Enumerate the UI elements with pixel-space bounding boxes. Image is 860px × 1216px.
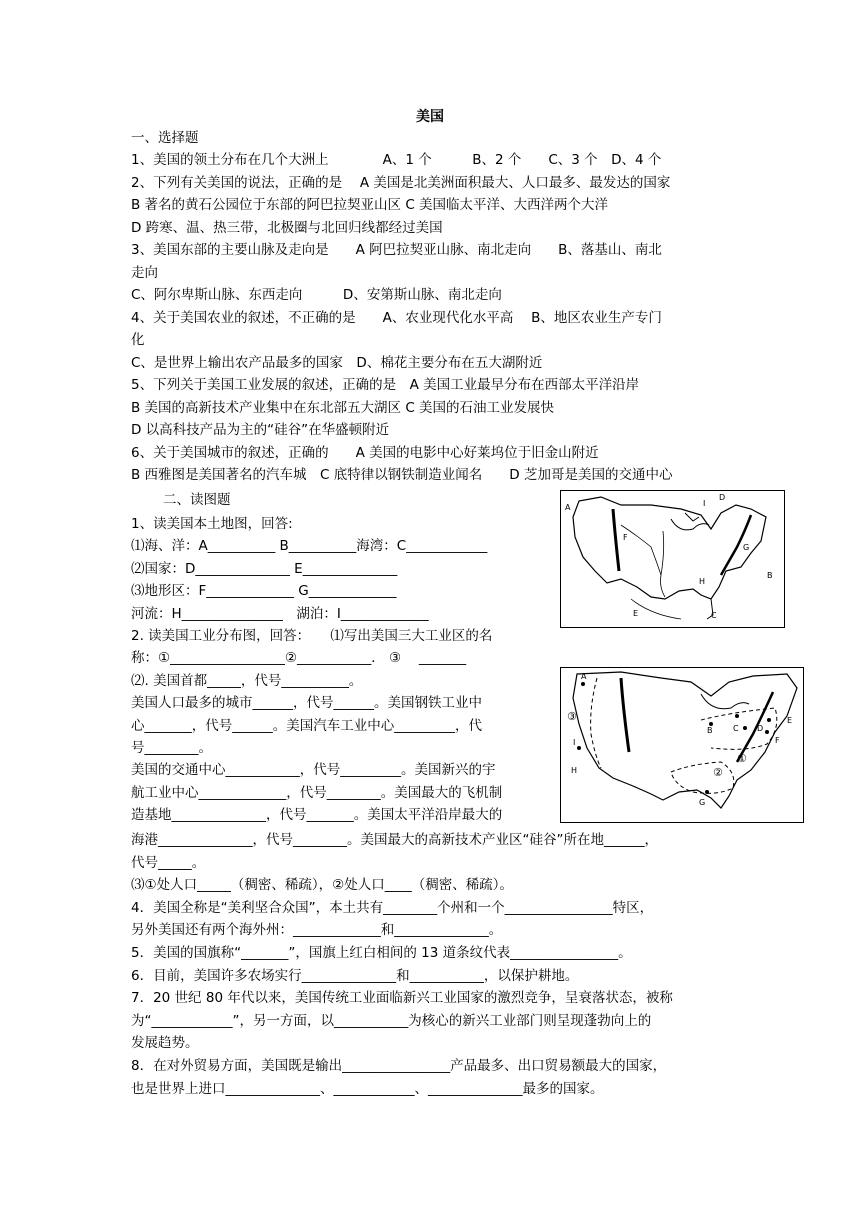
map-label-F: F [623, 533, 628, 542]
text-line: 6、关于美国城市的叙述，正确的 A 美国的电影中心好莱坞位于旧金山附近 [131, 444, 599, 461]
text-line: 走向 [131, 264, 158, 281]
map2-region-2: ② [713, 766, 723, 779]
text-line: 美国的交通中心___________，代号_________。美国新兴的宇 [131, 762, 496, 779]
text-line: 2. 读美国工业分布图，回答： ⑴写出美国三大工业区的名 [131, 628, 493, 644]
text-line: 美国人口最多的城市______，代号______。美国钢铁工业中 [131, 695, 482, 712]
text-line: 为“____________”，另一方面，以___________为核心的新兴工业部门则呈现蓬勃向上的 [131, 1012, 652, 1029]
text-line: 造基地______________，代号_______。美国太平洋沿岸最大的 [131, 807, 503, 824]
map2-label-E: E [787, 716, 793, 725]
text-line: 号________。 [131, 740, 212, 756]
map-label-I: I [703, 499, 706, 508]
text-line: D 跨寒、温、热三带，北极圈与北回归线都经过美国 [131, 219, 443, 236]
map-label-G: G [743, 543, 750, 552]
page-title: 美国 [416, 109, 444, 125]
text-line: 4、关于美国农业的叙述，不正确的是 A、农业现代化水平高 B、地区农业生产专门 [131, 309, 662, 326]
text-line: 3、美国东部的主要山脉及走向是 A 阿巴拉契亚山脉、南北走向 B、落基山、南北 [131, 242, 662, 258]
text-line: 4．美国全称是“美利坚合众国”，本土共有________个州和一个________________特区， [131, 899, 654, 916]
map2-label-A: A [581, 672, 587, 681]
map-label-D: D [719, 493, 726, 502]
map-label-E: E [633, 609, 639, 618]
text-line: 航工业中心_____________，代号________。美国最大的飞机制 [131, 784, 503, 801]
text-line: 7．20 世纪 80 年代以来，美国传统工业面临新兴工业国家的激烈竞争，呈衰落状态，被称 [131, 990, 673, 1007]
text-line: B 美国的高新技术产业集中在东北部五大湖区 C 美国的石油工业发展快 [131, 399, 555, 416]
text-line: D 以高科技产品为主的“硅谷”在华盛顿附近 [131, 422, 390, 438]
map2-region-3: ③ [567, 710, 577, 723]
map2-label-B: B [707, 726, 713, 735]
text-line: 也是世界上进口______________、____________、______________最多的国家。 [131, 1080, 604, 1097]
text-line: 5．美国的国旗称“_______”，国旗上红白相间的 13 道条纹代表________________。 [131, 945, 632, 961]
text-line: 化 [131, 332, 145, 348]
map2-label-H: H [571, 766, 578, 775]
map2-label-C: C [733, 724, 739, 733]
text-line: B 著名的黄石公园位于东部的阿巴拉契亚山区 C 美国临太平洋、大西洋两个大洋 [131, 197, 609, 213]
text-line: 海港______________，代号________。美国最大的高新技术产业区“硅谷”所在地______， [131, 832, 658, 848]
text-line: 心_______，代号______。美国汽车工业中心_________，代 [131, 717, 482, 734]
text-line: ⑵国家：D______________ E______________ [131, 560, 398, 577]
text-line: 2、下列有关美国的说法，正确的是 A 美国是北美洲面积最大、人口最多、最发达的国家 [131, 174, 671, 191]
section-heading-choice: 一、选择题 [131, 130, 199, 146]
map-label-H: H [699, 577, 706, 586]
usa-industry-map-drawing [561, 668, 803, 822]
text-line: ⑶①处人口_____（稠密、稀疏），②处人口____（稠密、稀疏）。 [131, 877, 513, 894]
text-line: 称：①_________________②___________． ③ _______ [131, 650, 467, 667]
usa-physical-map [560, 490, 785, 628]
map-label-A: A [565, 503, 571, 512]
map2-region-1: ① [737, 752, 747, 765]
text-line: 8．在对外贸易方面，美国既是输出________________产品最多、出口贸易额最大的国家， [131, 1058, 667, 1074]
text-line: ⑶地形区：F_____________ G_____________ [131, 583, 397, 600]
usa-industry-map [560, 667, 804, 823]
map2-label-I: I [573, 738, 576, 747]
map-label-B: B [767, 571, 773, 580]
map2-label-F: F [775, 736, 780, 745]
text-line: 代号_____。 [131, 854, 206, 871]
text-line: 发展趋势。 [131, 1035, 199, 1052]
text-line: 5、下列关于美国工业发展的叙述，正确的是 A 美国工业最早分布在西部太平洋沿岸 [131, 377, 640, 393]
text-line: C、阿尔卑斯山脉、东西走向 D、安第斯山脉、南北走向 [131, 287, 502, 303]
text-line: C、是世界上输出农产品最多的国家 D、棉花主要分布在五大湖附近 [131, 354, 543, 371]
text-line: 1、美国的领土分布在几个大洲上 A、1 个 B、2 个 C、3 个 D、4 个 [131, 152, 662, 168]
text-line: 6．目前，美国许多农场实行______________和___________，以保护耕地。 [131, 967, 579, 984]
usa-physical-map-drawing [561, 491, 784, 627]
text-line: 河流：H_______________ 湖泊：I_____________ [131, 605, 429, 622]
text-line: 另外美国还有两个海外州：_____________和______________。 [131, 922, 503, 939]
section-heading-map: 二、读图题 [163, 492, 231, 508]
text-line: 1、读美国本土地图，回答: [131, 516, 293, 532]
text-line: ⑵. 美国首都_____，代号__________。 [131, 672, 363, 689]
map2-label-D: D [757, 724, 764, 733]
text-line: ⑴海、洋：A__________ B__________海湾：C____________ [131, 538, 488, 555]
map-label-C: C [711, 611, 717, 620]
text-line: B 西雅图是美国著名的汽车城 C 底特律以钢铁制造业闻名 D 芝加哥是美国的交通中心 [131, 467, 673, 483]
map2-label-G: G [699, 798, 706, 807]
